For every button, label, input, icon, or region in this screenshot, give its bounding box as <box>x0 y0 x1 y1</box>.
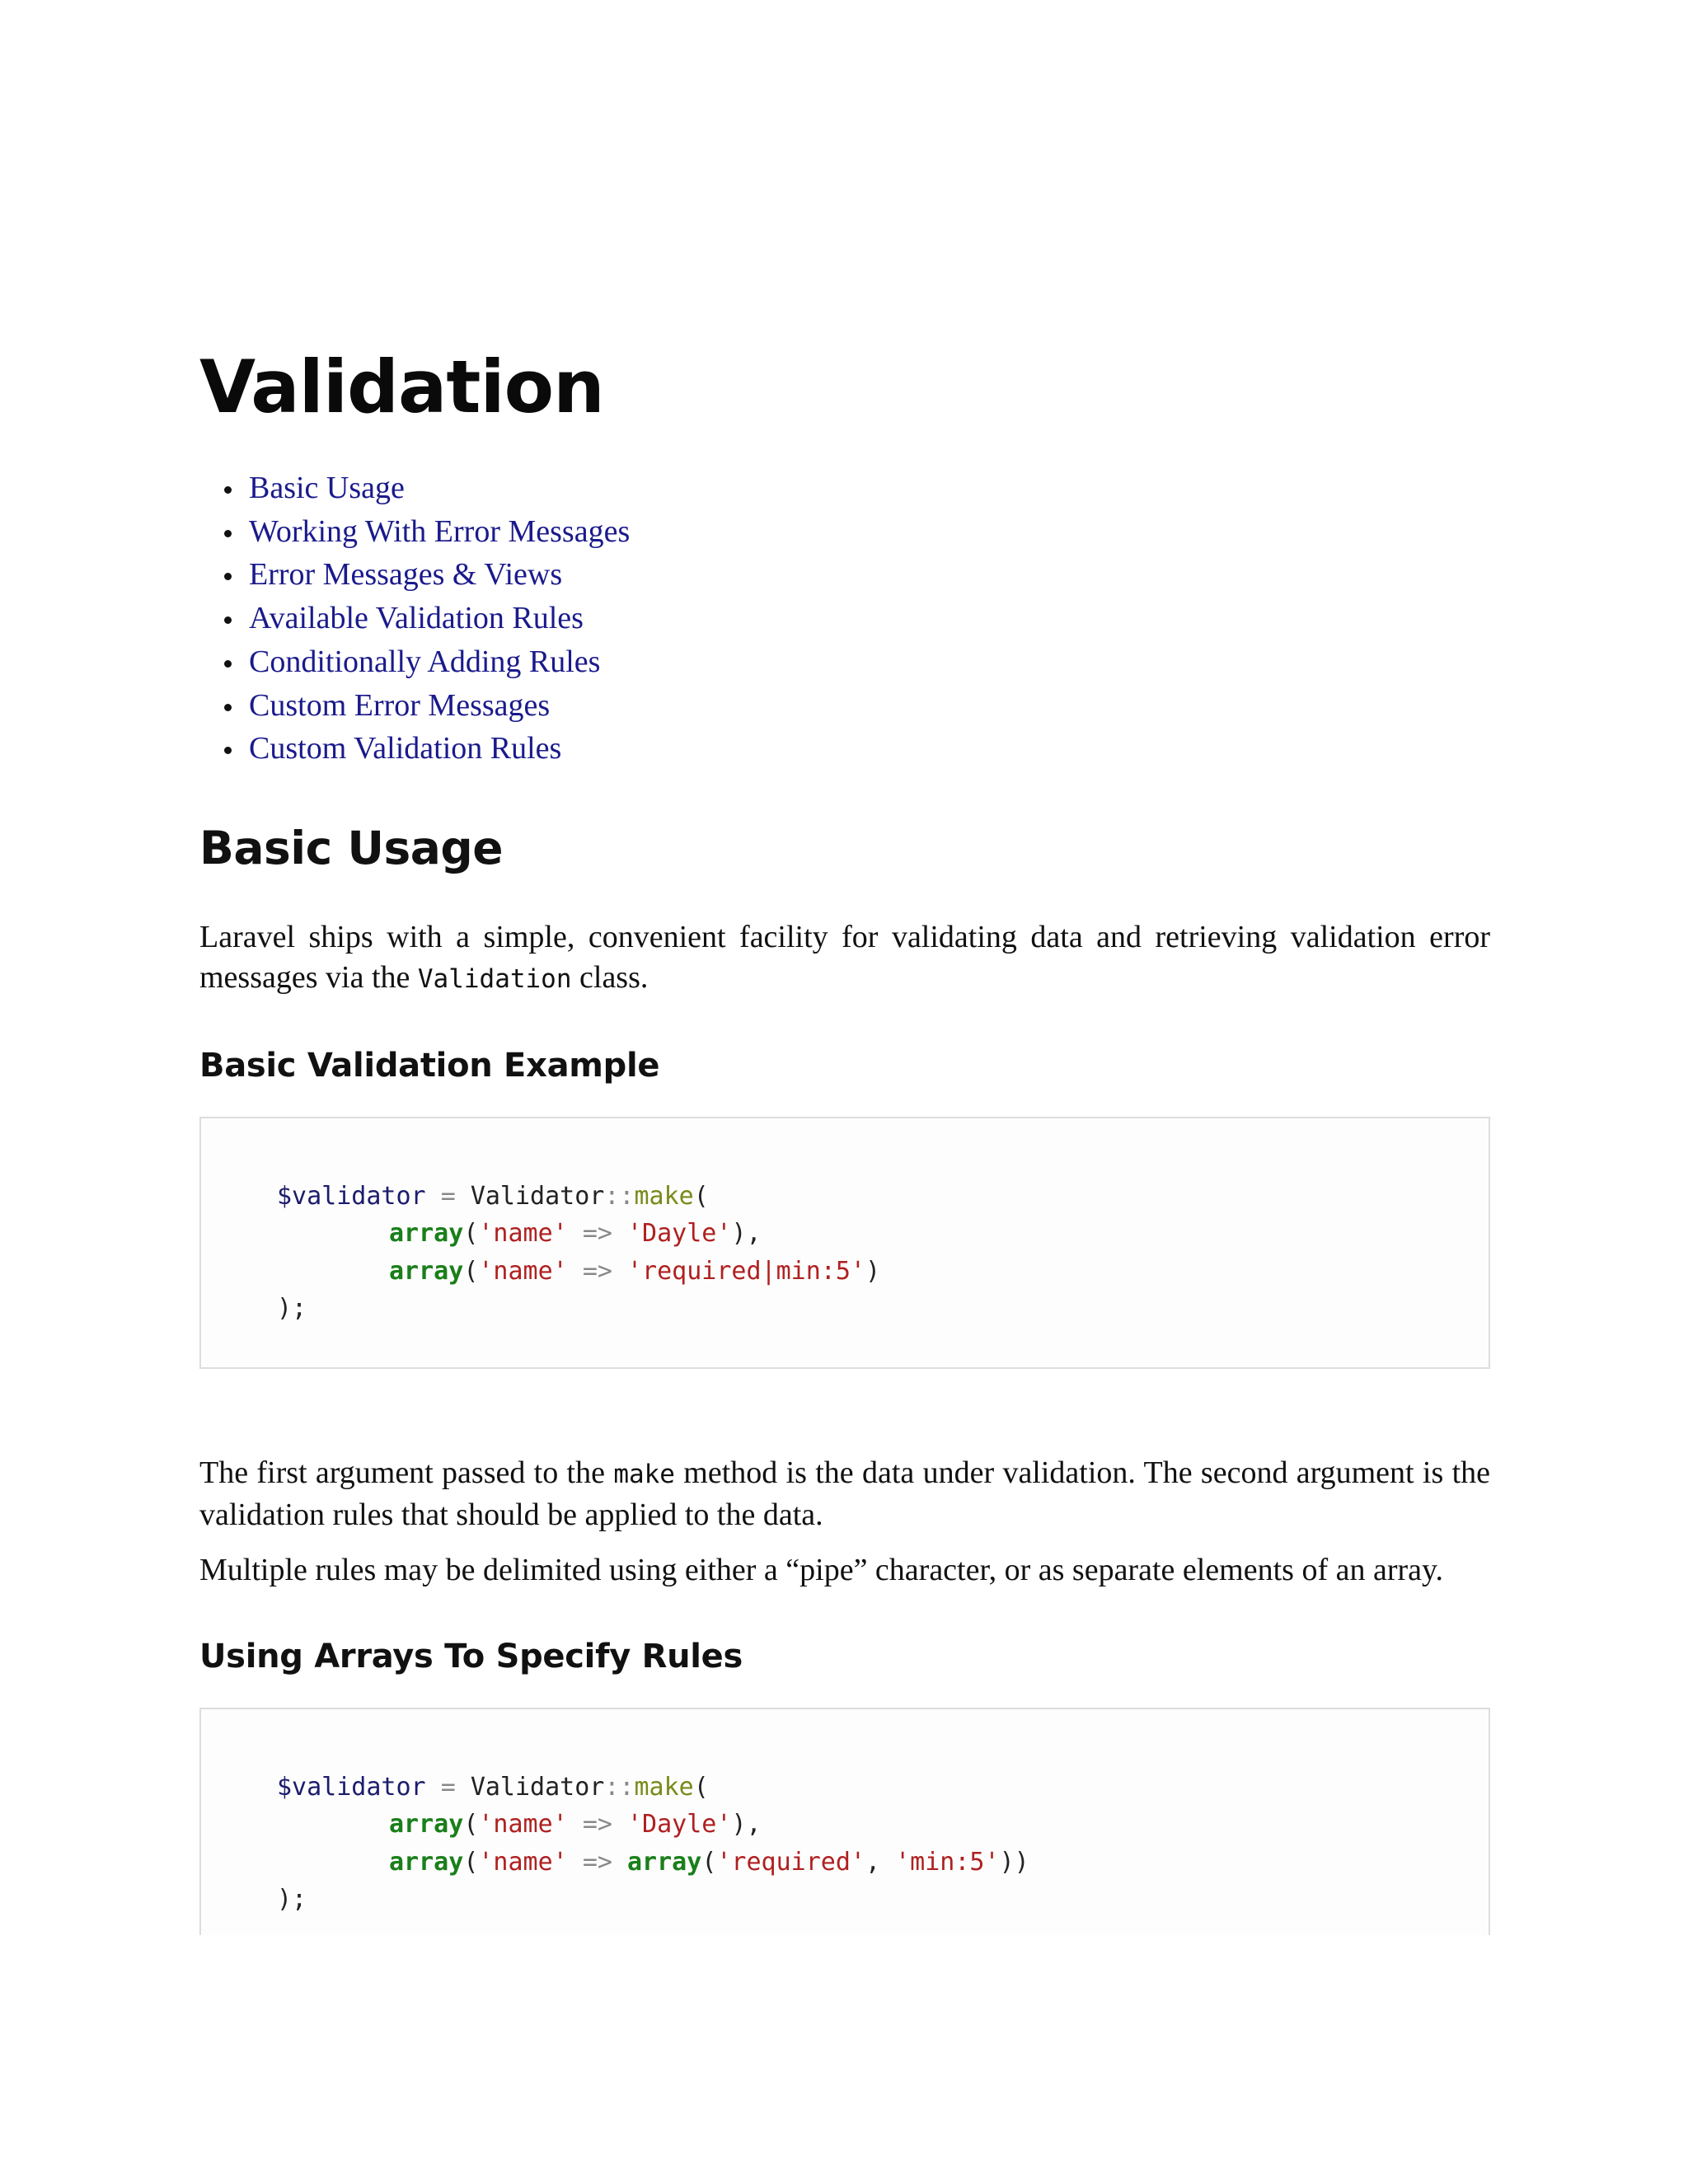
code-token: 'name' <box>478 1256 568 1286</box>
code-token: ); <box>277 1294 307 1324</box>
toc-link-custom-error-messages[interactable]: Custom Error Messages <box>249 687 551 723</box>
subheading-basic-validation-example: Basic Validation Example <box>199 1046 660 1085</box>
toc-link-basic-usage[interactable]: Basic Usage <box>249 471 405 505</box>
document-page <box>199 338 1490 1935</box>
intro-paragraph <box>199 917 1490 1000</box>
toc-item <box>249 553 1490 597</box>
code-token: ( <box>463 1219 479 1249</box>
code-token: ( <box>693 1181 709 1211</box>
code-token: array <box>389 1847 464 1877</box>
page-title: Validation <box>199 344 604 429</box>
code-block-arrays-example <box>199 1708 1490 1935</box>
code-line <box>277 1290 1489 1328</box>
code-token: , <box>865 1847 881 1877</box>
code-token: make <box>634 1772 694 1802</box>
table-of-contents <box>199 466 1490 771</box>
code-token: ( <box>701 1847 717 1877</box>
code-token: => <box>582 1847 612 1877</box>
toc-item <box>249 466 1490 510</box>
toc-link-working-with-error-messages[interactable]: Working With Error Messages <box>249 513 631 549</box>
code-token: => <box>582 1810 612 1840</box>
toc-link-available-validation-rules[interactable]: Available Validation Rules <box>249 601 584 636</box>
code-token: ) <box>865 1256 881 1286</box>
code-token: )) <box>999 1847 1029 1877</box>
code-block-basic-example <box>199 1117 1490 1369</box>
toc-item <box>249 597 1490 640</box>
code-token: => <box>582 1256 612 1286</box>
code-token: 'Dayle' <box>627 1219 732 1249</box>
toc-item <box>249 510 1490 554</box>
paragraph-text-end: method is the data under validation. The second argument is the validation rules that should be applied to the data. <box>199 1455 1490 1532</box>
code-line <box>277 1178 1489 1216</box>
intro-text: Laravel ships with a simple, convenient facility for validating data and retrieving validation error messages via the <box>199 919 1490 995</box>
code-token: $validator <box>277 1772 426 1802</box>
code-token: = <box>440 1181 456 1211</box>
code-token: 'Dayle' <box>627 1810 732 1840</box>
inline-code-validation: Validation <box>417 963 572 994</box>
code-token: ( <box>463 1847 479 1877</box>
toc-link-custom-validation-rules[interactable]: Custom Validation Rules <box>249 731 562 766</box>
paragraph-multiple-rules: Multiple rules may be delimited using either a “pipe” character, or as separate elements of an array. <box>199 1552 1444 1587</box>
code-line <box>277 1215 1489 1253</box>
code-line <box>277 1253 1489 1291</box>
code-token: ); <box>277 1885 307 1915</box>
code-line <box>277 1881 1489 1919</box>
toc-link-conditionally-adding-rules[interactable]: Conditionally Adding Rules <box>249 644 601 679</box>
code-token: :: <box>604 1772 635 1802</box>
code-token: ), <box>731 1810 762 1840</box>
code-token: 'name' <box>478 1810 568 1840</box>
code-token: array <box>389 1810 464 1840</box>
code-token: Validator <box>470 1181 605 1211</box>
code-token: make <box>634 1181 694 1211</box>
subheading-using-arrays: Using Arrays To Specify Rules <box>199 1637 743 1675</box>
toc-item <box>249 684 1490 728</box>
code-line <box>277 1806 1489 1844</box>
code-token: 'required|min:5' <box>627 1256 865 1286</box>
code-token: 'required' <box>716 1847 865 1877</box>
code-line <box>277 1769 1489 1807</box>
code-token: ( <box>463 1256 479 1286</box>
code-token: $validator <box>277 1181 426 1211</box>
code-token: array <box>389 1256 464 1286</box>
code-token: array <box>627 1847 702 1877</box>
code-token: 'min:5' <box>895 1847 1000 1877</box>
code-token: Validator <box>470 1772 605 1802</box>
code-token: :: <box>604 1181 635 1211</box>
code-token: => <box>582 1219 612 1249</box>
code-token: ( <box>463 1810 479 1840</box>
toc-item <box>249 640 1490 684</box>
paragraph-text: The first argument passed to the <box>199 1455 614 1490</box>
toc-item <box>249 727 1490 771</box>
code-token: ), <box>731 1219 762 1249</box>
paragraph-make-method <box>199 1453 1490 1535</box>
code-token: array <box>389 1219 464 1249</box>
toc-link-error-messages-views[interactable]: Error Messages & Views <box>249 557 563 593</box>
code-token: = <box>440 1772 456 1802</box>
code-token: 'name' <box>478 1847 568 1877</box>
code-line <box>277 1844 1489 1882</box>
code-token: ( <box>693 1772 709 1802</box>
intro-text-end: class. <box>571 959 649 995</box>
code-token: 'name' <box>478 1219 568 1249</box>
inline-code-make: make <box>613 1459 675 1489</box>
section-heading-basic-usage: Basic Usage <box>199 821 504 874</box>
